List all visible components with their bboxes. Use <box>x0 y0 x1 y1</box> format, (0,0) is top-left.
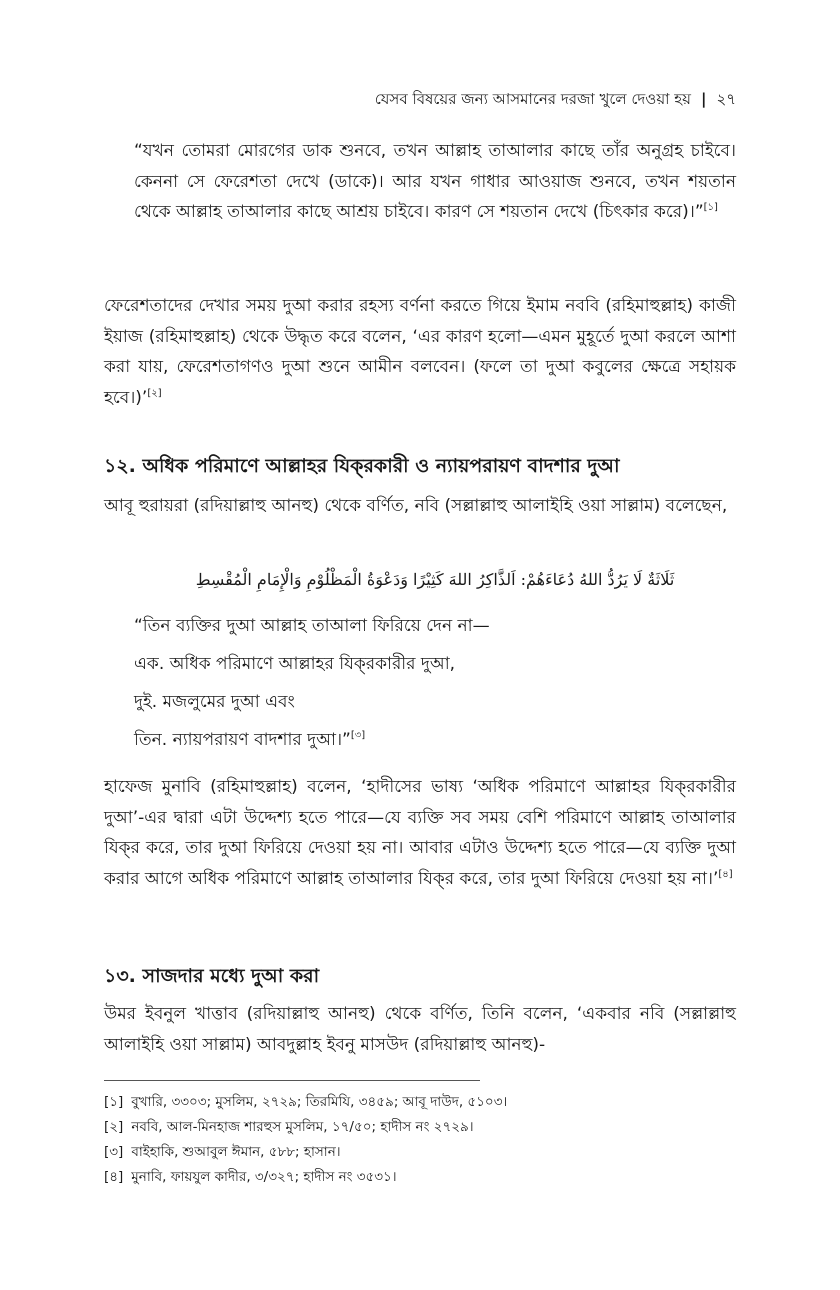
footnote-text: নববি, আল-মিনহাজ শারহুস মুসলিম, ১৭/৫০; হাদীস নং ২৭২৯। <box>131 1119 474 1135</box>
hadith-line: এক. অধিক পরিমাণে আল্লাহর যিক্‌রকারীর দুআ, <box>134 654 456 674</box>
footnote-text: মুনাবি, ফায়যুল কাদীর, ৩/৩২৭; হাদীস নং ৩৫৩১। <box>131 1169 397 1185</box>
page-number: ২৭ <box>716 90 736 108</box>
quote-text: “যখন তোমরা মোরগের ডাক শুনবে, তখন আল্লাহ তাআলার কাছে তাঁর অনুগ্রহ চাইবে। কেননা সে ফেরেশতা দেখে (ডাকে)। আর যখন গাধার আওয়াজ শুনবে, তখন শয়তান থেকে আল্লাহ তাআলার কাছে আশ্রয় চাইবে। কারণ সে শয়তান দেখে (চিৎকার করে)।” <box>134 141 736 222</box>
footnote-number: [২] <box>104 1119 124 1135</box>
footnote-ref-1[interactable]: [১] <box>703 202 718 213</box>
commentary-nawawi <box>104 291 736 413</box>
footnote-number: [৪] <box>104 1169 124 1185</box>
footnote-ref-2[interactable]: [২] <box>147 387 162 399</box>
running-header <box>104 88 736 110</box>
footnote-ref-3[interactable]: [৩] <box>350 730 366 741</box>
footnote-text: বাইহাকি, শুআবুল ঈমান, ৫৮৮; হাসান। <box>131 1144 341 1160</box>
footnote-item <box>104 1117 474 1137</box>
footnote-number: [৩] <box>104 1144 124 1160</box>
footnote-divider <box>104 1080 480 1081</box>
arabic-hadith-text: ثَلَاثَةٌ لَا يَرُدُّ اللهُ دُعَاءَهُمْ: اَلذَّاكِرُ اللهَ كَثِيْرًا وَدَعْوَةُ الْمَظْلُوْمِ وَالْإِمَامِ الْمُقْسِطِ <box>195 570 675 589</box>
section-heading-13: ১৩. সাজদার মধ্যে দুআ করা <box>104 965 320 987</box>
footnote-text: বুখারি, ৩৩০৩; মুসলিম, ২৭২৯; তিরমিযি, ৩৪৫৯; আবূ দাউদ, ৫১০৩। <box>131 1094 508 1110</box>
section-12-intro: আবূ হুরায়রা (রদিয়াল্লাহু আনহু) থেকে বর্ণিত, নবি (সল্লাল্লাহু আলাইহি ওয়া সাল্লাম) বলেছেন, <box>104 496 728 516</box>
footnote-item <box>104 1142 341 1162</box>
hadith-line: দুই. মজলুমের দুআ এবং <box>134 692 295 712</box>
hadith-line-last <box>134 726 365 754</box>
hadith-quote-rooster <box>134 136 736 228</box>
footnote-item <box>104 1167 397 1187</box>
footnote-item <box>104 1092 507 1112</box>
commentary-text: ফেরেশতাদের দেখার সময় দুআ করার রহস্য বর্ণনা করতে গিয়ে ইমাম নববি (রহিমাহুল্লাহ) কাজী ইয়াজ (রহিমাহুল্লাহ) থেকে উদ্ধৃত করে বলেন, ‘এর কারণ হলো—এমন মুহূর্তে দুআ করলে আশা করা যায়, ফেরেশতাগণও দুআ শুনে আমীন বলবেন। (ফলে তা দুআ কবুলের ক্ষেত্রে সহায়ক হবে।)’ <box>104 296 736 408</box>
section-heading-12: ১২. অধিক পরিমাণে আল্লাহর যিক্‌রকারী ও ন্যায়পরায়ণ বাদশার দুআ <box>104 455 620 477</box>
running-title: যেসব বিষয়ের জন্য আসমানের দরজা খুলে দেওয়া হয় <box>374 90 691 108</box>
footnote-number: [১] <box>104 1094 124 1110</box>
hadith-line: “তিন ব্যক্তির দুআ আল্লাহ তাআলা ফিরিয়ে দেন না— <box>134 616 490 636</box>
footnote-ref-4[interactable]: [৪] <box>718 868 733 880</box>
hadith-line-text: তিন. ন্যায়পরায়ণ বাদশার দুআ।” <box>134 730 351 750</box>
commentary-text: হাফেজ মুনাবি (রহিমাহুল্লাহ) বলেন, ‘হাদীসের ভাষ্য ‘অধিক পরিমাণে আল্লাহর যিক্‌রকারীর দুআ’-এর দ্বারা এটা উদ্দেশ্য হতে পারে—যে ব্যক্তি সব সময় বেশি পরিমাণে আল্লাহ তাআলার যিক্‌র করে, তার দুআ ফিরিয়ে দেওয়া হয় না। আবার এটাও উদ্দেশ্য হতে পারে—যে ব্যক্তি দুআ করার আগে অধিক পরিমাণে আল্লাহ তাআলার যিক্‌র করে, তার দুআ ফিরিয়ে দেওয়া হয় না।’ <box>104 777 736 889</box>
commentary-munawi <box>104 772 736 894</box>
header-separator: | <box>701 90 707 108</box>
book-page <box>104 0 736 1290</box>
section-13-intro: উমর ইবনুল খাত্তাব (রদিয়াল্লাহু আনহু) থেকে বর্ণিত, তিনি বলেন, ‘একবার নবি (সল্লাল্লাহু আলাইহি ওয়া সাল্লাম) আবদুল্লাহ ইবনু মাসউদ (রদিয়াল্লাহু আনহু)- <box>104 1004 736 1055</box>
